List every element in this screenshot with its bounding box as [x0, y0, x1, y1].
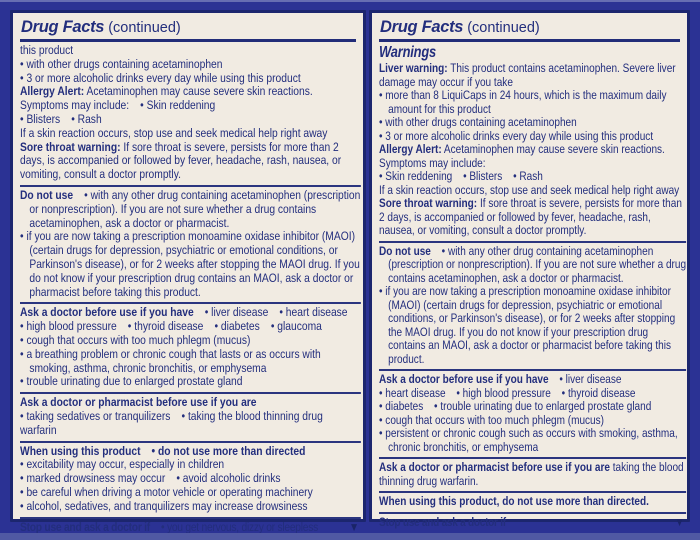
text-line	[20, 375, 361, 389]
text-segment: Acetaminophen may cause severe skin reactions.	[84, 84, 313, 99]
text-line	[20, 44, 361, 58]
text-line	[20, 230, 361, 299]
text-line	[379, 197, 686, 238]
continued-label: (continued)	[108, 20, 181, 36]
text-segment: If a skin reaction occurs, stop use and seek medical help right away	[20, 125, 328, 140]
heading-segment: Ask a doctor or pharmacist before use if you are	[20, 395, 257, 410]
drug-facts-title: Drug Facts	[380, 18, 464, 36]
text-line	[379, 44, 686, 62]
text-segment: • thyroid disease	[561, 385, 636, 400]
text-line	[20, 410, 361, 438]
left-panel-content	[20, 44, 361, 534]
text-line	[20, 306, 361, 320]
text-line	[20, 445, 361, 459]
text-segment: • trouble urinating due to enlarged prostate gland	[20, 374, 243, 389]
text-line	[379, 184, 686, 198]
label-section	[20, 44, 361, 182]
text-line	[20, 500, 361, 514]
heading-segment: Warnings	[379, 44, 437, 61]
heading-segment: Stop use and ask a doctor if	[379, 514, 506, 529]
left-drug-facts-panel	[10, 10, 366, 534]
text-line	[379, 461, 686, 488]
text-segment: If a skin reaction occurs, stop use and seek medical help right away	[379, 182, 680, 197]
label-section	[379, 369, 686, 454]
text-segment: • Blisters	[20, 111, 61, 126]
text-line	[20, 486, 361, 500]
text-segment: • taking the blood thinning drug warfarin	[20, 408, 323, 437]
text-line	[20, 189, 361, 230]
left-panel-header	[20, 17, 356, 42]
text-segment: • excitability may occur, especially in children	[20, 457, 225, 472]
text-segment: • diabetes	[379, 399, 424, 413]
text-line	[20, 72, 361, 86]
text-line	[379, 387, 686, 401]
text-line	[379, 285, 686, 366]
text-segment: • heart disease	[279, 305, 348, 320]
text-segment: this product	[20, 43, 74, 57]
text-line	[20, 127, 361, 141]
label-section	[379, 241, 686, 367]
text-segment: • with other drugs containing acetaminophen	[20, 56, 223, 71]
text-segment: • glaucoma	[270, 319, 322, 334]
text-segment: • Rash	[71, 111, 102, 126]
package-bottom-edge	[0, 533, 700, 540]
text-segment: • thyroid disease	[127, 319, 204, 334]
right-drug-facts-panel	[369, 10, 690, 529]
text-segment: • Skin reddening	[140, 98, 216, 113]
text-segment: • persistent or chronic cough such as occurs with smoking, asthma, chronic bronchitis, or emphysema	[379, 426, 678, 454]
text-segment: Symptoms may include:	[20, 98, 130, 113]
heading-segment: Sore throat warning:	[20, 139, 121, 154]
text-segment: • you get nervous, dizzy or sleepless	[161, 519, 319, 534]
text-line	[20, 58, 361, 72]
text-segment: • trouble urinating due to enlarged prostate gland	[434, 399, 652, 413]
text-segment: • heart disease	[379, 385, 446, 400]
package-top-edge	[0, 0, 700, 2]
text-segment: • Skin reddening	[379, 169, 453, 183]
text-line	[379, 62, 686, 89]
text-segment: If sore throat is severe, persists for more than 2 days, is accompanied or followed by fever, headache, rash, nausea, or vomiting, consult a doctor promptly.	[20, 139, 342, 182]
label-section	[20, 517, 361, 535]
text-segment: If sore throat is severe, persists for more than 2 days, is accompanied or followed by fever, headache, rash, nausea, or vomiting, consult a doctor promptly.	[379, 196, 682, 237]
text-segment: • 3 or more alcoholic drinks every day while using this product	[20, 70, 301, 85]
text-segment: • liver disease	[559, 372, 622, 386]
text-segment: Acetaminophen may cause severe skin reactions. Symptoms may include:	[379, 142, 665, 170]
more-indicator-icon: ▼	[349, 519, 360, 534]
text-segment: • taking sedatives or tranquilizers	[20, 408, 171, 423]
heading-segment: When using this product	[20, 443, 141, 458]
text-segment: • marked drowsiness may occur	[20, 471, 166, 486]
heading-segment: Ask a doctor before use if you have	[379, 372, 549, 386]
label-section	[379, 491, 686, 509]
label-section	[379, 44, 686, 238]
text-segment: • be careful when driving a motor vehicle or operating machinery	[20, 484, 313, 499]
right-panel-header	[379, 17, 680, 42]
text-segment: • cough that occurs with too much phlegm (mucus)	[20, 332, 251, 347]
text-line	[20, 85, 361, 99]
text-line	[20, 348, 361, 376]
text-segment: • Blisters	[463, 169, 503, 183]
text-line	[379, 373, 686, 387]
heading-segment: When using this product, do not use more than directed.	[379, 494, 649, 508]
text-segment: • a breathing problem or chronic cough that lasts or as occurs with smoking, asthma, chronic bronchitis, or emphysema	[20, 346, 321, 375]
text-line	[379, 427, 686, 454]
heading-segment: Do not use	[20, 187, 74, 202]
text-segment: • alcohol, sedatives, and tranquilizers may increase drowsiness	[20, 498, 308, 513]
text-line	[20, 320, 361, 334]
text-segment: This product contains acetaminophen. Severe liver damage may occur if you take	[379, 61, 676, 89]
text-line	[20, 141, 361, 182]
text-line	[20, 472, 361, 486]
text-line	[379, 400, 686, 414]
text-line	[379, 245, 686, 286]
heading-segment: Allergy Alert:	[20, 84, 85, 99]
text-line	[379, 170, 686, 184]
text-segment: • with any other drug containing acetaminophen (prescription or nonprescription). If you are not sure whether a drug contains acetaminophen, ask a doctor or pharmacist.	[29, 187, 361, 230]
text-segment: • with other drugs containing acetaminophen	[379, 115, 577, 129]
heading-segment: Ask a doctor before use if you have	[20, 305, 194, 320]
text-segment: • diabetes	[214, 319, 260, 334]
drug-facts-title: Drug Facts	[21, 18, 105, 36]
text-segment: • if you are now taking a prescription monoamine oxidase inhibitor (MAOI) (certain drugs for depression, psychiatric or emotional conditions, or Parkinson's disease), or for 2 weeks after stopping the MAOI drug. If you do not know if your prescription drug contains an MAOI, ask a doctor or pharmacist before taking this product.	[20, 229, 360, 299]
label-section	[20, 441, 361, 514]
text-segment: • liver disease	[204, 305, 269, 320]
text-line	[20, 113, 361, 127]
text-line	[379, 495, 686, 509]
text-segment: • if you are now taking a prescription monoamine oxidase inhibitor (MAOI) (certain drugs for depression, psychiatric or emotional conditions, or Parkinson's disease), or for 2 weeks after stopping the MAOI drug. If you do not know if your prescription drug contains an MAOI, ask a doctor or pharmacist before taking this product.	[379, 284, 676, 366]
text-line	[379, 116, 686, 130]
text-segment: • high blood pressure	[456, 385, 551, 400]
heading-segment: Sore throat warning:	[379, 196, 478, 210]
more-indicator-icon: ▼	[674, 514, 685, 529]
text-segment: • high blood pressure	[20, 319, 117, 334]
label-section	[20, 185, 361, 299]
heading-segment: Liver warning:	[379, 61, 448, 75]
label-section	[20, 392, 361, 437]
label-section	[379, 512, 686, 530]
heading-segment: • do not use more than directed	[151, 443, 306, 458]
text-segment: taking the blood thinning drug warfarin.	[379, 460, 684, 488]
heading-segment: Ask a doctor or pharmacist before use if you are	[379, 460, 610, 474]
text-segment: • with any other drug containing acetaminophen (prescription or nonprescription). If you are not sure whether a drug contains acetaminophen, ask a doctor or pharmacist.	[388, 243, 687, 285]
text-segment: • avoid alcoholic drinks	[176, 471, 281, 486]
text-line	[379, 89, 686, 116]
continued-label: (continued)	[467, 20, 540, 36]
right-panel-content	[379, 44, 686, 529]
text-line	[379, 143, 686, 170]
heading-segment: Do not use	[379, 243, 431, 258]
text-segment: • more than 8 LiquiCaps in 24 hours, which is the maximum daily amount for this product	[379, 88, 667, 116]
text-line	[20, 334, 361, 348]
text-segment: • Rash	[513, 169, 543, 183]
text-line	[20, 458, 361, 472]
text-line	[379, 516, 686, 530]
text-segment: • cough that occurs with too much phlegm (mucus)	[379, 412, 605, 427]
text-line	[379, 130, 686, 144]
text-segment: • 3 or more alcoholic drinks every day while using this product	[379, 128, 654, 143]
text-line	[20, 99, 361, 113]
label-section	[20, 302, 361, 389]
text-line	[20, 396, 361, 410]
label-section	[379, 457, 686, 488]
text-line	[379, 414, 686, 428]
heading-segment: Stop use and ask a doctor if	[20, 519, 150, 534]
heading-segment: Allergy Alert:	[379, 142, 442, 156]
